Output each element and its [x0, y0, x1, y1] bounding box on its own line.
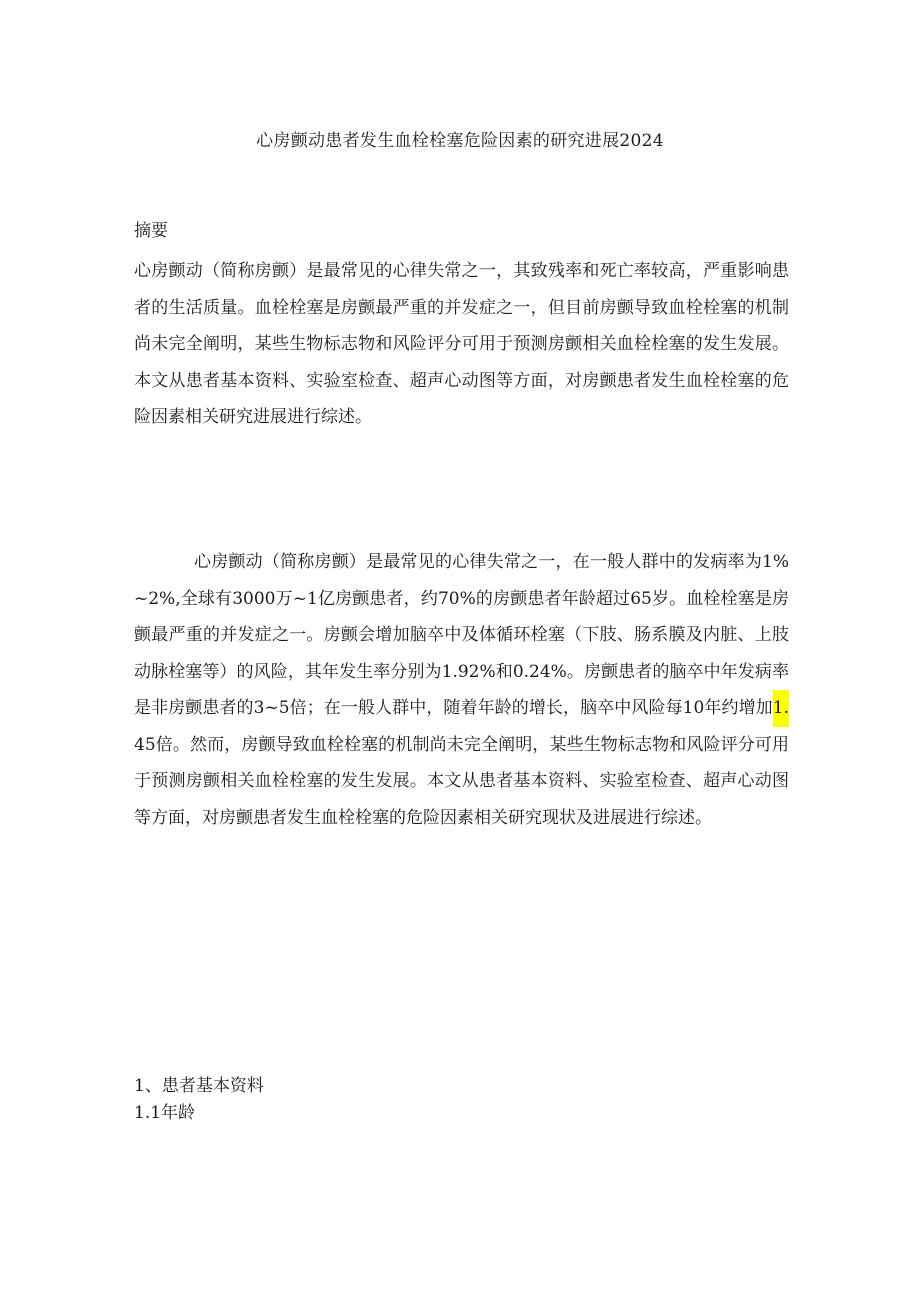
highlighted-text: 1. — [773, 690, 789, 727]
abstract-heading: 摘要 — [134, 221, 168, 241]
intro-text-part1: 心房颤动（简称房颤）是最常见的心律失常之一，在一般人群中的发病率为1%~2%,全球有3000万~1亿房颤患者，约70%的房颤患者年龄超过65岁。血栓栓塞是房颤最严重的并发症之一。房颤会增加脑卒中及体循环栓塞（下肢、肠系膜及内脏、上肢动脉栓塞等）的风险，其年发生率分别为1.92%和0.24%。房颤患者的脑卒中年发病率是非房颤患者的3~5倍；在一般人群中，随着年龄的增长，脑卒中风险每10年约增加 — [134, 552, 789, 718]
abstract-paragraph: 心房颤动（简称房颤）是最常见的心律失常之一，其致残率和死亡率较高，严重影响患者的生活质量。血栓栓塞是房颤最严重的并发症之一，但目前房颤导致血栓栓塞的机制尚未完全阐明，某些生物标志物和风险评分可用于预测房颤相关血栓栓塞的发生发展。本文从患者基本资料、实验室检查、超声心动图等方面，对房颤患者发生血栓栓塞的危险因素相关研究进展进行综述。 — [134, 261, 789, 427]
intro-text-part2: 45倍。然而，房颤导致血栓栓塞的机制尚未完全阐明，某些生物标志物和风险评分可用于预测房颤相关血栓栓塞的发生发展。本文从患者基本资料、实验室检查、超声心动图等方面，对房颤患者发生血栓栓塞的危险因素相关研究现状及进展进行综述。 — [134, 734, 789, 828]
section-heading-1-1: 1.1年龄 — [134, 1103, 196, 1123]
section-heading-1: 1、患者基本资料 — [134, 1076, 264, 1096]
document-title: 心房颤动患者发生血栓栓塞危险因素的研究进展2024 — [256, 131, 664, 151]
introduction-paragraph — [134, 544, 789, 836]
